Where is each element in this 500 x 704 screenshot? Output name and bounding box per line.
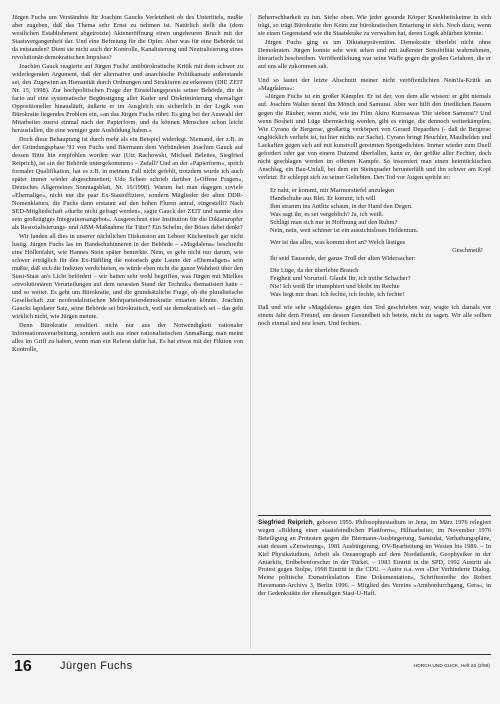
journal-reference: HORCH UND GUCK, Heft 26 (2/99) (413, 664, 490, 669)
paragraph: Jürgen Fuchs um Verständnis für Joachim Gaucks Verletztheit ob des Untertitels, mußte aber zugeben, daß das Thema sehr Ernst zu nehmen ist. Natürlich stellt die (dem westlichen Establishment abgetrotzte) Akteneröffnung einen ungeheuren Bruch mit der Staatsvergangenheit dar. Und eine Befreiung für die Opfer. Aber was für eine Behörde ist da entstanden? Dient sie nicht auch der Kontrolle, Kanalisierung und Neutralisierung eines revolutionär-demokratischen Impulses? (12, 14, 243, 62)
paragraph: Beherrschbarkeit zu tun. Siehe oben. Wie jeder gesunde Körper Krankheitskeime in sich trägt, so trägt Bürokratie den Keim zur bürokratischen Entartung in sich. Noch dazu, wenn sie einen Gegenstand wie die Staatskrake zu verwalten hat, deren Logik abfärben könnte. (258, 14, 491, 38)
footer-divider (12, 654, 491, 655)
paragraph: Und so lautet der letzte Abschnitt meiner nicht veröffentlichten Nein!Ja-Kritik an »Magdalena«: (258, 76, 491, 92)
poem-line: Die Lüge, da der überlebte Brauch (270, 266, 359, 274)
poem-line: Nein, nein, weit schöner ist ein aussichtsloses Heldentum. (270, 226, 419, 234)
paragraph: Denn Bürokratie resultiert nicht nur aus der Notwendigkeit rationaler Informationsverarbeitung, sondern auch aus einer rationalistischen Anmaßung: man meint alles im Griff zu haben, wenn man ein Referat dafür hat. Es hat etwas mit der Fiktion von Kontrolle, (12, 321, 243, 353)
right-column (258, 14, 491, 328)
poem-line: Was sagt ihr, es sei vergeblich? Ja, ich weiß. (270, 210, 384, 218)
paragraph: Joachim Gauck reagierte auf Jürgen Fuchs' antibürokratische Kritik mit dem schwer zu widerlegenden Argument, daß der alternative und anarchische Politikansatz außerstande sei, den Zugewinn an Humanität durch Ordnungen und Strukturen zu erkennen (DIE ZEIT Nr. 15, 1998). Zur hochpolitischen Frage der Einstellungspraxis seiner Behörde, die de facto auf eine systematische Begünstigung aller Kader und Diskriminierung ehemaliger Oppositioneller hinausläuft, äußerte er im Ausgleich ein sicherlich in der Logik von Bürokratie liegendes Problem ein, »an das Jürgen Fuchs rührt: Es ging bei der Auswahl der Mitarbeiter zuerst einmal nach der Papierform, und da können Menschen schon leicht herausfallen, die eine weniger gute Ausbildung haben.« (12, 62, 243, 135)
page-number: 16 (14, 658, 32, 675)
poem-line: Handschuhe aus Blei. Er kommt, ich will (270, 194, 376, 202)
poem-line: Schlägt man sich nur in Hoffnung auf den Ruhm? (270, 218, 398, 226)
poem-line: Wer ist das alles, was kommt dort an? Welch lästiges (270, 238, 406, 246)
paragraph: Jürgen Fuchs ging es um Diktaturprävention. Demokratie überlebt nicht ohne Demokraten. Jürgen konnte sehr weit sehen und mit äußerster Sensibilität wahrnehmen, literarisch beschreiben. Veröffentlichung war seine Waffe gegen die großen Gefahren, die er auf uns alle zukommen sah. (258, 38, 491, 70)
paragraph: »Jürgen Fuchs ist ein großer Kämpfer. Er ist der, von dem alle wissen: er gibt niemals auf. Joachim Walter nennt ihn Mönch und Samurai. Aber wer hilft den friedlichen Bauern gegen die Räuber, wenn nicht, wie im Film Akiro Kurosawas 'Die sieben Samurai'? Und wenn Bosheit und Lüge übermächtig werden, gibt es einige, die dennoch weiterkämpfen. Wie Cyrano de Bergerac, großartig verkörpert von Gerard Depardieu (- daß de Bergerac unglücklich verliebt ist, tut hier nichts zur Sache). Cyrano bringt Heuchler, Maulhelden und Lackaffen gegen sich auf mit kunstvoll gereimten Spottgedichten. Immer wieder zum Duell gefordert oder gar von einem Dutzend überfallen, kann er, der größte aller Fechter, doch nicht geschlagen werden im offenen Kampfe. So inszeniert man einen heimtückischen Anschlag, ein Bau-Unfall, bei dem ein Steinquader herunterfällt und ihn schwer am Kopf verletzt. Er schleppt sich zu seiner Geliebten. Den Tod vor Augen spricht er: (258, 93, 491, 181)
paragraph: Doch diese Behauptung ist durch mehr als ein Beispiel widerlegt. Niemand, der z.B. in der Gründungsphase '91 von Fuchs und Biermann dem Verbündeten Joachim Gauck auf dessen Bitte hin empfohlen worden war (Utz Rachowski, Michael Beleites, Siegfried Reiprich), ist »in der Behörde untergekommen« – Zufall? Und an der »Papierform«, sprich formaler Qualifikation, hat es z.B. in meinem Fall nicht gefehlt, trotzdem wurde ich auch später immer wieder abgeschmettert; Udo Scheer schrieb darüber (»Offene Fragen«, Deutsches Allgemeines Sonntagsblatt, Nr. 16/1998). Warum hat man dagegen soviele »Ehemalige«, nicht nur die paar Ex-Stasioffiziere, sondern Mitglieder der alten DDR-Nomenklatura, die Fuchs dann erstaunt auf den hohen Fluren antraf, eingestellt? Nach SED-Mitgliedschaft »durfte nicht gefragt werden«, sagte Gauck der ZEIT und nannte dies sein großzügiges Integrationsangebot«. Ausgerechnet eine Institution für die Diktaturopfer als Resozialisierungs- und ABM-Maßnahme für Täter? Ein Schelm, der Böses dabei denkt? (12, 135, 243, 232)
left-column (12, 14, 243, 354)
author-bio-text: , geboren 1955. Philosophiestudium in Jena, im März 1976 relegiert wegen »Bildung einer staatsfeindlichen Plattform«, Hilfsarbeiter, im November 1976 Beteiligung an Protesten gegen die Biermann-Ausbürgerung, Samisdat, Verhaftungspläne, statt dessen »Zersetzung«, 1981 Ausbürgerung, OV-Bearbeitung im Westen bis 1989. – In Kiel Physikstudium, Arbeit als Ozeanograph auf dem Nordatlantik, Geophysiker in der Antarktis, Erdbebenforscher in der Türkei. – 1983 Eintritt in die SPD, 1992 Austritt als Protest gegen Stolpe, 1998 Eintritt in die CDU. – Autor u.a. von »Der Verhinderte Dialog. Meine politische Exmatrikulation. Eine Dokumentation«, Schriftenreihe des Robert Havemann-Archivs 3, Berlin 1996. – Mitglied des Vereins »Amthordurchgang, Gera«, in der Gedenkstätte der ehemaligen Stasi-U-Haft. (258, 519, 492, 598)
column-gutter (250, 14, 251, 649)
poem-line: Nie! Ich weiß Ihr triumphiert und bleibt im Rechte (270, 282, 400, 290)
poem-line: Was liegt mir dran. Ich fechte, ich fechte, ich fechte! (270, 290, 405, 298)
poem-line: Er naht, er kommt, mir Marmorstiefel anzulegen (270, 186, 395, 194)
poem-line: Geschmeiß! (452, 246, 483, 254)
running-head: Jürgen Fuchs (60, 660, 133, 672)
poem-line: Ihr seid Tausende, der ganze Troß der alten Widersacher: (270, 254, 416, 262)
poem-line: Ihm stramm ins Antlitz schaun, in der Hand den Degen. (270, 202, 413, 210)
bio-divider (258, 515, 491, 516)
author-name: Siegfried Reiprich (258, 519, 313, 526)
author-bio (258, 519, 491, 598)
paragraph: Daß und wie sehr »Magdalena« gegen den Tod geschrieben war, wagte ich damals vor einem Jahr dem Freund, um dessen Gesundheit ich betete, nicht zu sagen. Wir alle sollten noch einmal und neu lesen. Und fechten. (258, 303, 491, 328)
poem-line: Feigheit und Vorurteil. Glaubt Ihr, ich treibe Schacher? (270, 274, 411, 282)
paragraph: Wir fanden all dies in unserer nächtlichen Diskussion am Leboer Küchentisch gar nicht lustig. Jürgen Fuchs las im Handschuhinneren in der Behörde – »Magdalena« beschreibt eine Höllenfahrt, wie Hannes Stein später bemerkte. Nein, es geht nicht nur darum, wie schwer erträglich für den Ex-Häftling die notorisch gute Laune der »Ehemaligen« sein mußte, daß sich die Indizien verdichteten, es würde eben nicht die ganze Wahrheit über den Stasi-Staat an's Licht befördert – wir hatten sehr wohl begriffen, was Jürgen mit Mielkes »revolutionären Verurteilungen auf dem neuesten Stand der Technik« thematisiert hatte – und so weiter. Es geht um Bürokratie, und die grundsätzliche Frage, ob die pluralistische Gesellschaft zur neofeudalistischen Mehrparteiendemokratie entarten könnte. Joachim Gaucks lapidarer Satz, seine Behörde sei bürokratisch, weil sie demokratisch sei – das geht wirklich nicht, wie Jürgen meinte. (12, 232, 243, 321)
poem-quote (270, 187, 491, 299)
